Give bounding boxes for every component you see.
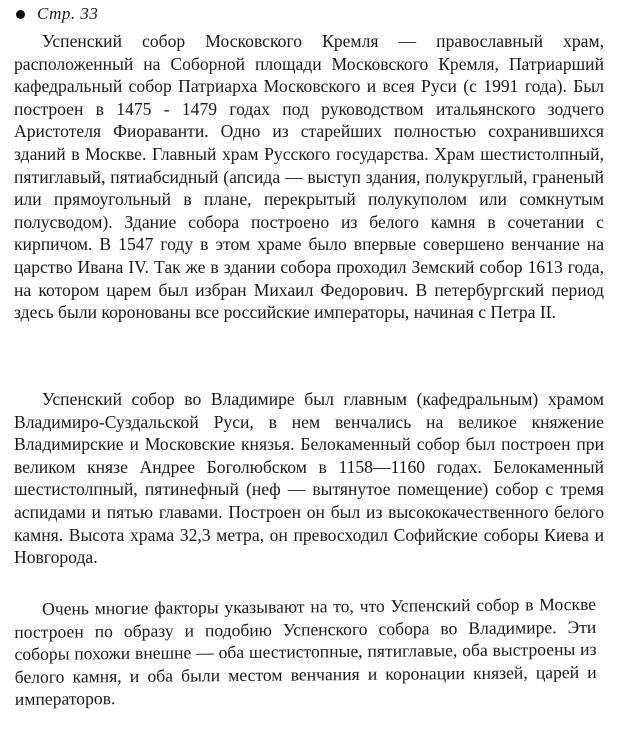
paragraph-moscow-cathedral: Успенский собор Московского Кремля — православный храм, расположенный на Соборной площади Московского Кремля, Патриарший кафедральный собор Патриарха Московского и всея Руси (с 1991 года). Был построен в 1475 - 1479 годах под руководством итальянского зодчего Аристотеля Фиораванти. Одно из старейших полностью сохранившихся зданий в Москве. Главный храм Русского государства. Храм шестистолпный, пятиглавый, пятиабсидный (апсида — выступ здания, полукруглый, граненый или прямоугольный в плане, перекрытый полукуполом или сомкнутым полусводом). Здание собора построено из белого камня в сочетании с кирпичом. В 1547 году в этом храме было впервые совершено венчание на царство Ивана IV. Так же в здании собора проходил Земский собор 1613 года, на котором царем был избран Михаил Федорович. В петербургский период здесь были коронованы все российские императоры, начиная с Петра II. — [14, 31, 604, 323]
page-header — [16, 4, 98, 24]
paragraph-comparison: Очень многие факторы указывают на то, что Успенский собор в Москве построен по образу и подобию Успенского собора во Владимире. Эти соборы похожи внешне — оба шестистопные, пятиглавые, оба выстроены из белого камня, и оба были местом венчания и коронации князей, царей и императоров. — [14, 593, 597, 710]
page-number-label: Стр. 33 — [37, 4, 99, 23]
paragraph-vladimir-cathedral: Успенский собор во Владимире был главным (кафедральным) храмом Владимиро-Суздальской Руси, в нем венчались на великое княжение Владимирские и Московские князья. Белокаменный собор был построен при великом князе Андрее Боголюбском в 1158—1160 годах. Белокаменный шестистолпный, пятинефный (неф — вытянутое помещение) собор с тремя аспидами и пятью главами. Построен он был из высококачественного белого камня. Высота храма 32,3 метра, он превосходил Софийские соборы Киева и Новгорода. — [14, 389, 604, 568]
bullet-icon — [16, 10, 25, 19]
